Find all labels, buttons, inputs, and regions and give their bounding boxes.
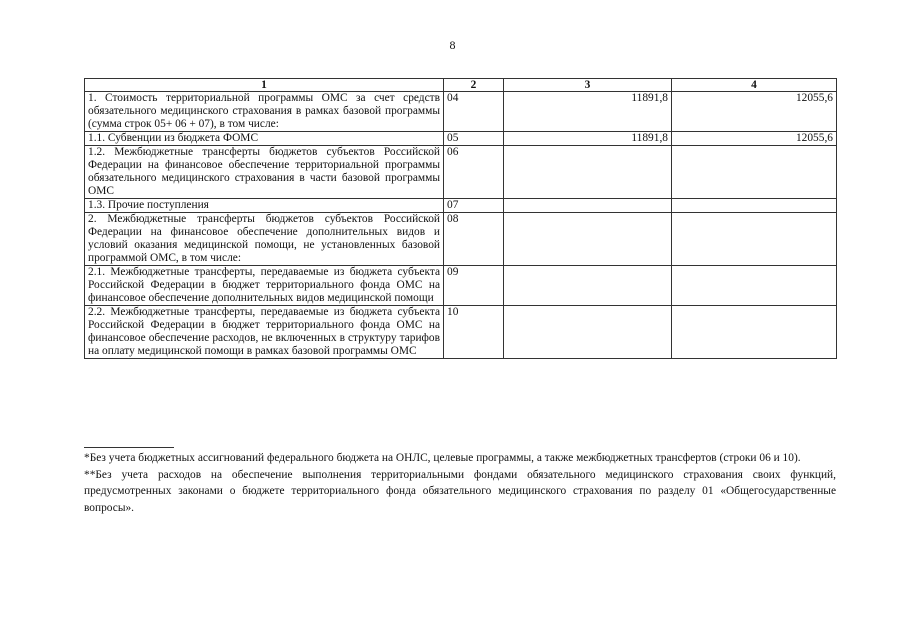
- row-value-col3: 11891,8: [504, 132, 672, 146]
- row-value-col4: [672, 213, 837, 266]
- footnotes: [84, 447, 836, 516]
- row-description: 1.2. Межбюджетные трансферты бюджетов субъектов Российской Федерации на финансовое обеспечение территориальной программы обязательного медицинского страхования в части базовой программы ОМС: [85, 146, 444, 199]
- footnote-1: *Без учета бюджетных ассигнований федерального бюджета на ОНЛС, целевые программы, а также межбюджетных трансфертов (строки 06 и 10).: [84, 452, 801, 464]
- table-row: [85, 213, 837, 266]
- row-code: 07: [444, 199, 504, 213]
- row-value-col3: [504, 213, 672, 266]
- row-code: 05: [444, 132, 504, 146]
- row-value-col4: [672, 199, 837, 213]
- row-value-col4: [672, 266, 837, 306]
- financing-table: [84, 78, 837, 359]
- header-col-4: 4: [672, 79, 837, 92]
- row-code: 08: [444, 213, 504, 266]
- header-row: [85, 79, 837, 92]
- header-col-1: 1: [85, 79, 444, 92]
- table-row: [85, 92, 837, 132]
- header-col-3: 3: [504, 79, 672, 92]
- row-value-col4: [672, 306, 837, 359]
- header-col-2: 2: [444, 79, 504, 92]
- table-row: [85, 146, 837, 199]
- page-number: 8: [449, 38, 456, 52]
- row-description: 1.1. Субвенции из бюджета ФОМС: [85, 132, 444, 146]
- table-row: [85, 199, 837, 213]
- row-value-col3: [504, 199, 672, 213]
- row-value-col3: [504, 146, 672, 199]
- row-value-col3: 11891,8: [504, 92, 672, 132]
- table-row: [85, 266, 837, 306]
- row-description: 1. Стоимость территориальной программы ОМС за счет средств обязательного медицинского страхования в рамках базовой программы (сумма строк 05+ 06 + 07), в том числе:: [85, 92, 444, 132]
- table-row: [85, 132, 837, 146]
- row-value-col4: 12055,6: [672, 92, 837, 132]
- row-description: 2.1. Межбюджетные трансферты, передаваемые из бюджета субъекта Российской Федерации в бюджет территориального фонда ОМС на финансовое обеспечение дополнительных видов медицинской помощи: [85, 266, 444, 306]
- footnote-2: **Без учета расходов на обеспечение выполнения территориальными фондами обязательного медицинского страхования своих функций, предусмотренных законами о бюджете территориального фонда обязательного медицинского страхования по разделу 01 «Общегосударственные вопросы».: [84, 468, 836, 514]
- row-value-col4: [672, 146, 837, 199]
- row-description: 1.3. Прочие поступления: [85, 199, 444, 213]
- row-value-col4: 12055,6: [672, 132, 837, 146]
- row-code: 10: [444, 306, 504, 359]
- row-code: 09: [444, 266, 504, 306]
- row-description: 2. Межбюджетные трансферты бюджетов субъектов Российской Федерации на финансовое обеспечение дополнительных видов и условий оказания медицинской помощи, не установленных базовой программой ОМС, в том числе:: [85, 213, 444, 266]
- row-value-col3: [504, 266, 672, 306]
- row-value-col3: [504, 306, 672, 359]
- table-row: [85, 306, 837, 359]
- row-description: 2.2. Межбюджетные трансферты, передаваемые из бюджета субъекта Российской Федерации в бюджет территориального фонда ОМС на финансовое обеспечение расходов, не включенных в структуру тарифов на оплату медицинской помощи в рамках базовой программы ОМС: [85, 306, 444, 359]
- row-code: 04: [444, 92, 504, 132]
- footnote-divider: [84, 447, 174, 448]
- row-code: 06: [444, 146, 504, 199]
